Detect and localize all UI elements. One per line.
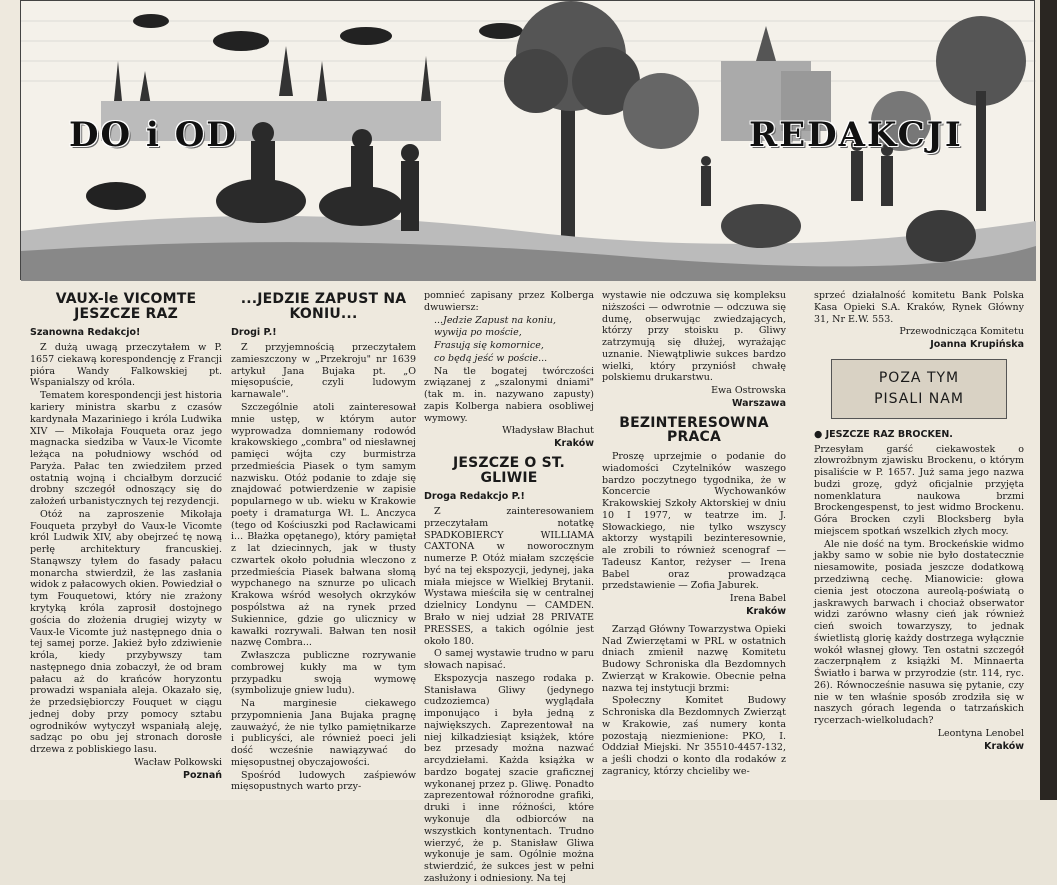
salutation: Droga Redakcjo P.! xyxy=(424,491,525,503)
city: Kraków xyxy=(554,438,594,450)
paragraph: Z zainteresowaniem przeczytałam notatkę SPADKOBIERCY WILLIAMA CAXTONA w noworocznym numerze P. Otóż miałam szczęście być na tej ekspozycji, jedynej, jaka miała miejsce w Wielkiej Brytanii. Wystawa mieściła się w centralnej dzielnicy Londynu — CAMDEN. Brało w niej udział 28 PRIVATE PRESSES, a takich ogólnie jest około 180. xyxy=(424,506,594,647)
column-5 xyxy=(814,290,1024,790)
paragraph: Tematem korespondencji jest historia kariery ministra skarbu z czasów kardynała Mazariniego i króla Ludwika XIV — Mikołaja Fouqueta oraz jego magnacka siedziba w Vaux-le Vicomte leżąca na południowy wschód od Paryża. Pałac ten zwiedziłem przed ostatnią wojną i chciałbym dorzucić drobny szczegół odnoszący się do założeń urbanistycznych tej rezydencji. xyxy=(30,390,222,508)
salutation: Szanowna Redakcjo! xyxy=(30,327,141,339)
poem-line: co będą jeść w poście... xyxy=(434,352,548,364)
signature: Wacław Polkowski xyxy=(134,756,222,768)
poem-line: Frasują się komornice, xyxy=(434,340,544,352)
signature: Joanna Krupińska xyxy=(930,339,1024,351)
article-headline: VAUX-le VICOMTE JESZCZE RAZ xyxy=(55,291,197,322)
banner-title-left: DO i OD xyxy=(69,115,238,155)
paragraph: Ale nie dość na tym. Brockeńskie widmo jakby samo w sobie nie było dostatecznie niesamowite, posiada jeszcze dodatkową przedziwną cechę. Mianowicie: głowa cienia jest otoczona aureolą-poświatą o jaskrawych barwach i chociaż obserwator widzi zarówno własny cień jak również cień swoich towarzyszy, to jednak świetlistą glorię każdy dostrzega wyłącznie wokół własnej głowy. Ten ostatni szczegół zaczerpnąłem z książki M. Minnaerta Światło i barwa w przyrodzie (str. 114, ryc. 26). Równocześnie nasuwa się pytanie, czy nie w ten właśnie sposób zrodziła się w naszych górach legenda o tatrzańskich rycerzach-wielkoludach? xyxy=(814,538,1024,727)
paragraph: Społeczny Komitet Budowy Schroniska dla Bezdomnych Zwierząt w Krakowie, zaś numery konta pozostają niezmienione: PKO, I. Oddział Miejski. Nr 35510-4457-132, a jeśli chodzi o konto dla rodaków z zagranicy, którzy chcieliby we- xyxy=(602,695,786,777)
signature: Ewa Ostrowska xyxy=(711,385,786,397)
article-headline: BEZINTERESOWNA PRACA xyxy=(619,414,769,446)
paragraph: Spośród ludowych zaśpiewów mięsopustnych warto przy- xyxy=(231,769,416,793)
city: Poznań xyxy=(183,769,222,781)
paragraph: pomnieć zapisany przez Kolberga dwuwiersz: xyxy=(424,290,594,313)
paragraph: O samej wystawie trudno w paru słowach napisać. xyxy=(424,648,594,672)
article-lead: ● JESZCZE RAZ BROCKEN. xyxy=(814,428,953,440)
city: Warszawa xyxy=(731,397,786,409)
banner-title-right: REDAKCJI xyxy=(749,115,963,155)
section-box xyxy=(831,359,1007,419)
paragraph: Z przyjemnością przeczytałem zamieszczony w „Przekroju" nr 1639 artykuł Jana Bujaka pt. „O mięsopuście, czyli ludowym karnawale". xyxy=(231,342,416,401)
section-box-line: POZA TYM xyxy=(878,369,960,386)
city: Kraków xyxy=(984,740,1024,752)
paragraph: Z dużą uwagą przeczytałem w P. 1657 ciekawą korespondencję z Francji pióra Wandy Falkowskiej pt. Wspanialszy od króla. xyxy=(30,342,222,389)
column-2 xyxy=(231,290,416,793)
column-1 xyxy=(30,290,222,790)
paragraph: wystawie nie odczuwa się kompleksu niższości — odwrotnie — odczuwa się dumę, obserwując zwiedzających, którzy przy stoisku p. Gliwy zatrzymują się dłużej, wyrażając uznanie. Niewątpliwie sukces bardzo wielki, który przyniósł chwałę polskiemu drukarstwu. xyxy=(602,290,786,384)
paragraph: Na tle bogatej twórczości związanej z „szalonymi dniami" (tak m. in. nazywano zapusty) zapis Kolberga nabiera osobliwej wymowy. xyxy=(424,365,594,424)
poem-line: wywija po moście, xyxy=(434,327,522,339)
article-headline: ...JEDZIE ZAPUST NA KONIU... xyxy=(240,291,407,322)
signature: Leontyna Lenobel xyxy=(937,727,1024,739)
header-illustration xyxy=(20,0,1035,280)
paragraph: Ekspozycja naszego rodaka p. Stanisława Gliwy (jedynego cudzoziemca) wyglądała imponująco i była jedną z największych. Zaprezentował na niej kilkadziesiąt książek, które bez przesady można nazwać arcydziełami. Każda książka w bardzo bogatej szacie graficznej wykonanej przez p. Gliwę. Ponadto zaprezentował różnorodne grafiki, druki i inne różności, które wykonuje dla odbiorców na wszystkich kontynentach. Trudno wierzyć, że p. Stanisław Gliwa wykonuje je sam. Ogólnie można stwierdzić, że sukces jest w pełni zasłużony i odniesiony. Na tej xyxy=(424,672,594,884)
signature: Władysław Błachut xyxy=(502,425,594,437)
signature: Irena Babel xyxy=(729,593,786,605)
article-headline: JESZCZE O ST. GLIWIE xyxy=(452,454,566,486)
column-3 xyxy=(424,290,594,884)
paragraph: Na marginesie ciekawego przypomnienia Jana Bujaka pragnę zauważyć, że nie tylko pamiętnikarze i publicyści, ale również poeci jeli dość wcześnie nawiązywać do mięsopustnej obyczajowości. xyxy=(231,698,416,768)
paragraph: Szczególnie atoli zainteresował mnie ustęp, w którym autor wyprowadza domniemany rodowód krakowskiego „combra" od niesławnej pamięci wójta czy burmistrza przedmieścia Piasek o tym samym nazwisku. Otóż podanie to zdaje się znajdować potwierdzenie w zapisie popularnego w ub. wieku w Krakowie poety i dramaturga Wł. L. Anczyca (tego od Kościuszki pod Racławicami i... Błażka opętanego), który pamiętał z lat dziecinnych, jak w tłusty czwartek około południa wleczono z przedmieścia Piasek bałwana słomą wypchanego na sznurze po ulicach Krakowa wśród wesołych okrzyków pospólstwa aż na rynek przed Sukiennice, gdzie go ulicznicy w kawałki rozrywali. Bałwan ten nosił nazwę Combra... xyxy=(231,401,416,649)
poem-line: ...Jedzie Zapust na koniu, xyxy=(434,314,557,326)
paragraph: Przesyłam garść ciekawostek o złowrożbnym zjawisku Brockenu, o którym pisaliście w P. 1657. Już sama jego nazwa budzi grozę, gdyż oficjalnie przyjęta nomenklatura naukowa brzmi Brockengespenst, to jest widmo Brockenu. Góra Brocken czyli Blocksberg była miejscem spotkań wszelkich złych mocy. xyxy=(814,443,1024,537)
city: Kraków xyxy=(746,605,786,617)
paragraph: Otóż na zaproszenie Mikołaja Fouqueta przybył do Vaux-le Vicomte król Ludwik XIV, aby obejrzeć tę nową perłę architektury francuskiej. Stanąwszy tyłem do fasady pałacu monarcha stwierdził, że las zasłania widok z pałacowych okien. Powiedział o tym Fouquetowi, który nie zrażony krytyką króla zaprosił dostojnego gościa do złożenia drugiej wizyty w Vaux-le Vicomte już następnego dnia o tej samej porze. Jakież było zdziwienie króla, kiedy przybywszy tam następnego dnia zobaczył, że od bram pałacu aż do krańców horyzontu prowadzi wspaniała aleja. Okazało się, że przedsiębiorczy Fouquet w ciągu jednej doby przy pomocy sztabu ogrodników wytyczył wspaniałą aleję, sadząc po obu jej stronach dorosłe drzewa z pobliskiego lasu. xyxy=(30,508,222,756)
paragraph: Zwłaszcza publiczne rozrywanie combrowej kukły ma w tym przypadku swoją wymowę (symbolizuje gniew ludu). xyxy=(231,650,416,697)
signature-role: Przewodnicząca Komitetu xyxy=(899,326,1024,338)
column-4 xyxy=(602,290,786,790)
page-edge xyxy=(1040,0,1057,800)
salutation: Drogi P.! xyxy=(231,327,277,339)
paragraph: sprzeć działalność komitetu Bank Polska Kasa Opieki S.A. Kraków, Rynek Główny 31, Nr E.W. 553. xyxy=(814,290,1024,325)
section-box-line: PISALI NAM xyxy=(874,390,964,407)
paragraph: Proszę uprzejmie o podanie do wiadomości Czytelników waszego bardzo poczytnego tygodnika, że w Koncercie Wychowanków Krakowskiej Szkoły Aktorskiej w dniu 10 I 1977, w teatrze im. J. Słowackiego, nie tylko wszyscy aktorzy wystąpili bezinteresownie, ale zrobili to również scenograf — Tadeusz Kantor, reżyser — Irena Babel oraz prowadząca przedstawienie — Zofia Jaburek. xyxy=(602,451,786,592)
paragraph: Zarząd Główny Towarzystwa Opieki Nad Zwierzętami w PRL w ostatnich dniach zmienił nazwę Komitetu Budowy Schroniska dla Bezdomnych Zwierząt w Krakowie. Obecnie pełna nazwa tej instytucji brzmi: xyxy=(602,623,786,694)
